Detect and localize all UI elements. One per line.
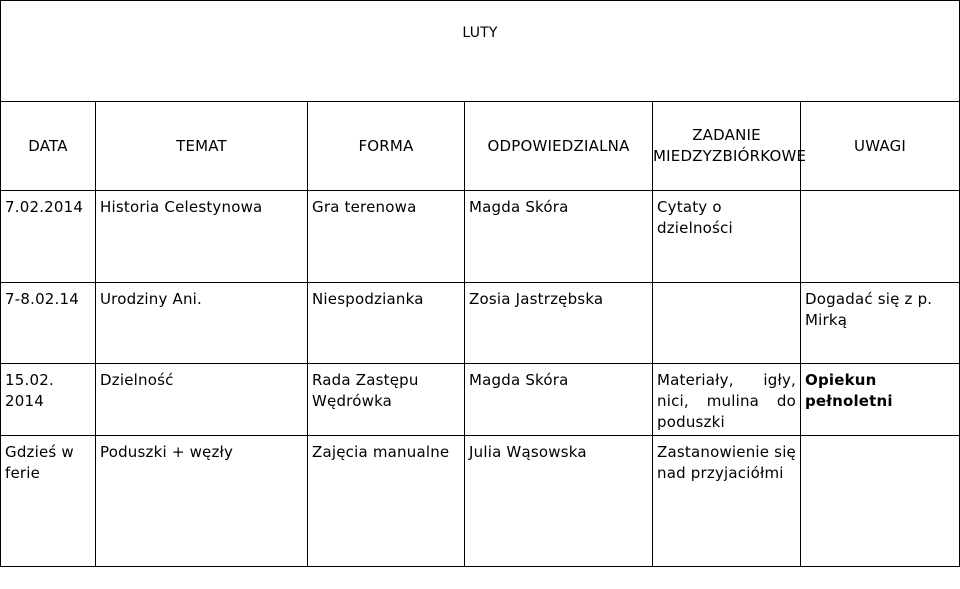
cell-uwagi [801,191,960,283]
header-odpowiedzialna: ODPOWIEDZIALNA [465,102,653,191]
header-zadanie-line1: ZADANIE [692,126,761,144]
cell-odpowiedzialna: Zosia Jastrzębska [465,283,653,364]
cell-temat: Poduszki + węzły [96,436,308,567]
cell-data: 7-8.02.14 [1,283,96,364]
cell-forma: Niespodzianka [308,283,465,364]
header-forma: FORMA [308,102,465,191]
cell-zadanie [653,283,801,364]
cell-odpowiedzialna: Julia Wąsowska [465,436,653,567]
table-row [1,283,960,364]
title-cell [1,1,960,102]
table-row [1,436,960,567]
cell-forma: Rada Zastępu Wędrówka [308,364,465,436]
title-row [1,1,960,102]
header-uwagi: UWAGI [801,102,960,191]
header-temat: TEMAT [96,102,308,191]
header-data: DATA [1,102,96,191]
cell-uwagi [801,436,960,567]
cell-temat: Urodziny Ani. [96,283,308,364]
header-row [1,102,960,191]
cell-zadanie: Cytaty o dzielności [653,191,801,283]
cell-data: 7.02.2014 [1,191,96,283]
cell-temat: Dzielność [96,364,308,436]
cell-uwagi: Opiekun pełnoletni [801,364,960,436]
cell-zadanie: Zastanowienie się nad przyjaciółmi [653,436,801,567]
header-zadanie [653,102,807,191]
cell-uwagi: Dogadać się z p. Mirką [801,283,960,364]
table-row [1,364,960,436]
cell-odpowiedzialna: Magda Skóra [465,191,653,283]
page-title: LUTY [462,25,498,41]
cell-temat: Historia Celestynowa [96,191,308,283]
cell-data: Gdzieś w ferie [1,436,96,567]
table-row [1,191,960,283]
cell-odpowiedzialna: Magda Skóra [465,364,653,436]
cell-data: 15.02. 2014 [1,364,96,436]
cell-forma: Zajęcia manualne [308,436,465,567]
cell-forma: Gra terenowa [308,191,465,283]
header-zadanie-line2: MIEDZYZBIÓRKOWE [653,147,807,165]
cell-zadanie: Materiały, igły, nici, mulina do poduszki [653,364,801,436]
